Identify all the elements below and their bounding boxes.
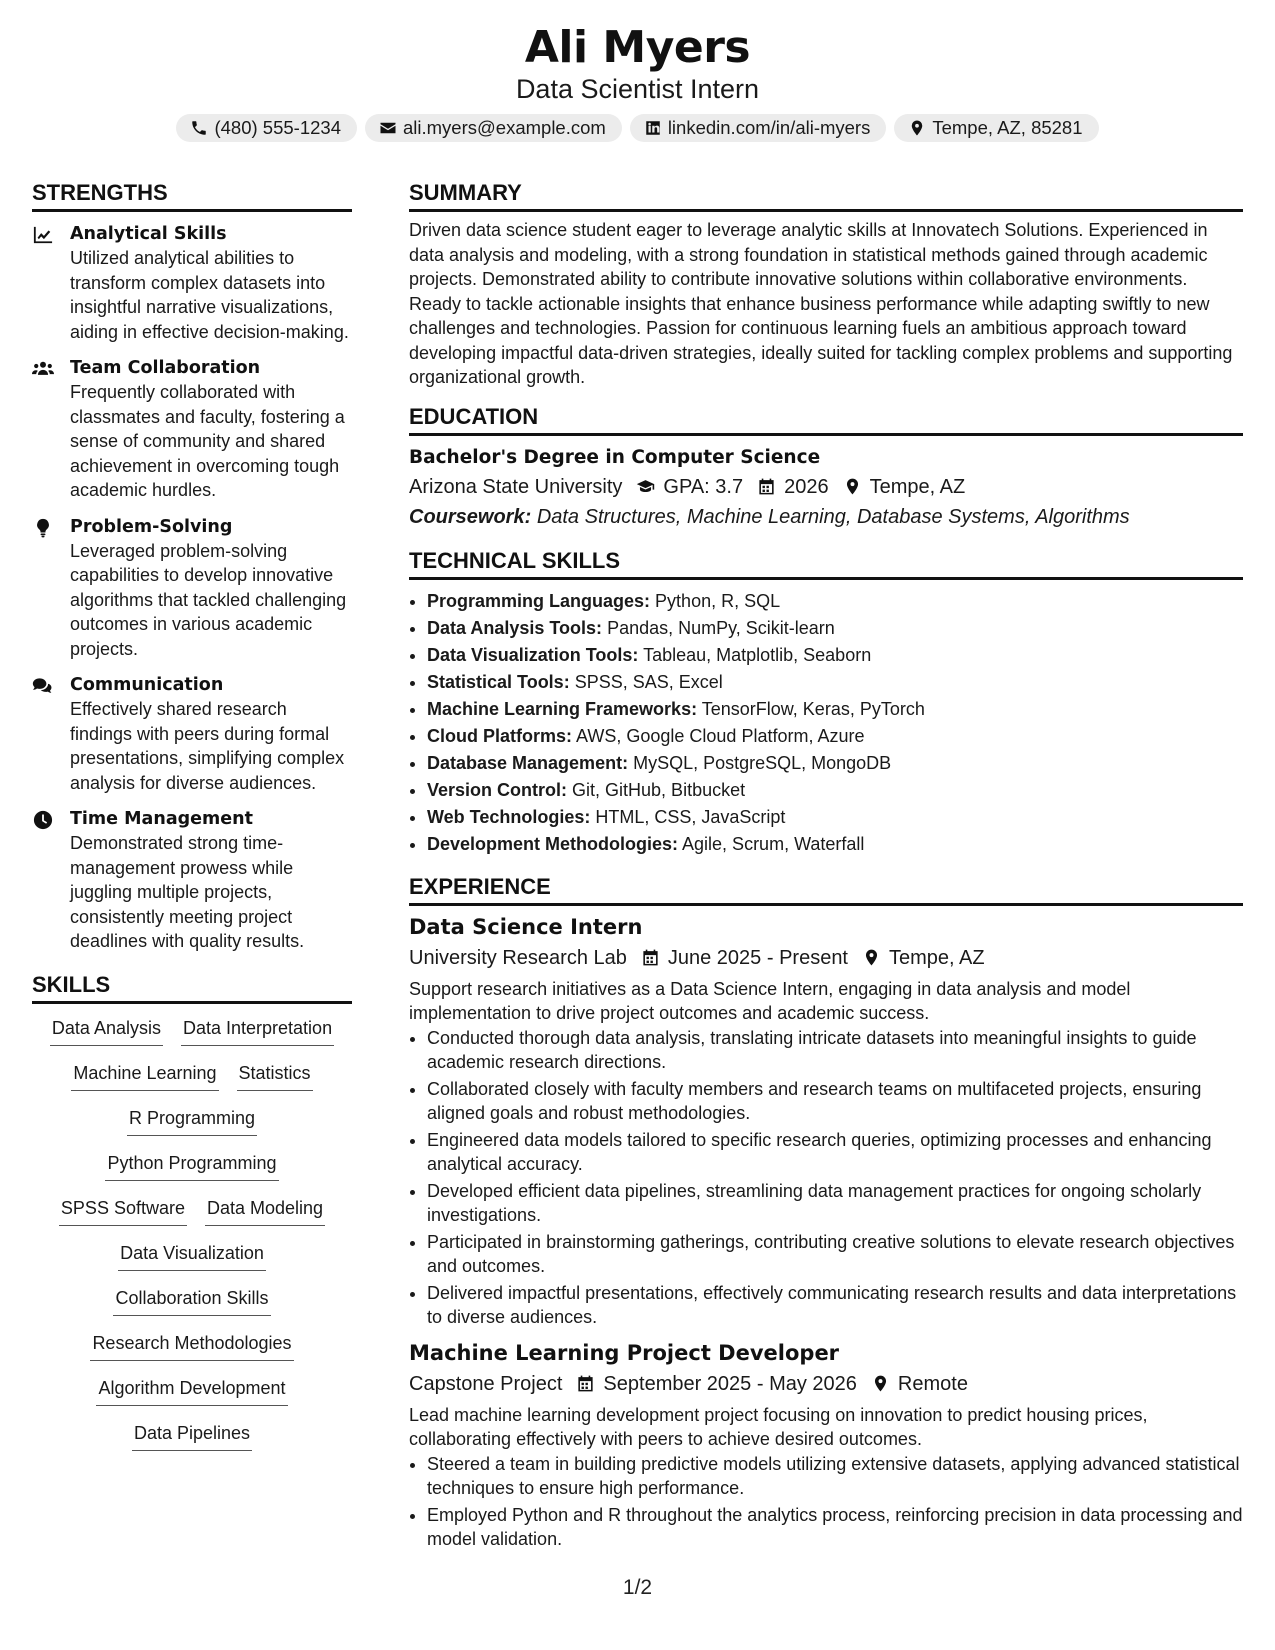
technical-skills-list (409, 588, 1243, 858)
list-item: • Conducted thorough data analysis, translating intricate datasets into meaningful insights to guide academic research directions. (427, 1026, 1243, 1075)
left-column (32, 178, 352, 1466)
location-pin-icon (862, 948, 881, 967)
strength-title: Analytical Skills (70, 224, 227, 244)
job-meta (409, 1369, 1243, 1399)
skill-tag: Python Programming (105, 1151, 278, 1181)
skill-tag: Data Analysis (50, 1016, 163, 1046)
strength-title: Time Management (70, 809, 253, 829)
job-org: Capstone Project (409, 1372, 563, 1395)
summary-heading: SUMMARY (409, 178, 1243, 212)
job-bullets (409, 1026, 1243, 1330)
skill-tag: Data Interpretation (181, 1016, 334, 1046)
location-pin-icon (871, 1374, 890, 1393)
list-item (427, 831, 1243, 858)
calendar-icon (641, 948, 660, 967)
calendar-icon (757, 477, 776, 496)
job-location: Remote (897, 1372, 968, 1395)
skill-label: Web Technologies: (427, 806, 591, 827)
skill-row (32, 1196, 352, 1241)
education-degree: Bachelor's Degree in Computer Science (409, 446, 821, 468)
resume-header (0, 22, 1275, 142)
skill-label: Data Visualization Tools: (427, 644, 639, 665)
list-item: • Employed Python and R throughout the analytics process, reinforcing precision in data processing and model validation. (427, 1503, 1243, 1552)
strength-desc: Demonstrated strong time-management prowess while juggling multiple projects, consistently meeting project deadlines with quality results. (70, 833, 305, 951)
education-meta (409, 472, 1243, 502)
contact-location (894, 114, 1098, 142)
skill-tag: Statistics (237, 1061, 313, 1091)
list-item (427, 642, 1243, 669)
summary-section (409, 178, 1243, 390)
education-heading: EDUCATION (409, 402, 1243, 436)
coursework-text: Data Structures, Machine Learning, Database Systems, Algorithms (536, 505, 1130, 528)
skill-label: Cloud Platforms: (427, 725, 573, 746)
job-title: Data Science Intern (409, 914, 643, 939)
job-summary: Support research initiatives as a Data Science Intern, engaging in data analysis and model implementation to drive project outcomes and academic success. (409, 978, 1131, 1023)
envelope-icon (379, 119, 397, 137)
job-location: Tempe, AZ (889, 946, 985, 969)
skill-value: Python, R, SQL (655, 590, 781, 611)
strength-title: Team Collaboration (70, 358, 261, 378)
skill-row (32, 1286, 352, 1331)
skill-tag: SPSS Software (59, 1196, 187, 1226)
lightbulb-icon (32, 518, 54, 538)
education-year: 2026 (784, 475, 829, 498)
skill-row (32, 1061, 352, 1106)
list-item (427, 804, 1243, 831)
strengths-heading: STRENGTHS (32, 178, 352, 212)
phone-icon (190, 119, 208, 137)
list-item (427, 750, 1243, 777)
list-item (427, 696, 1243, 723)
summary-text: Driven data science student eager to leverage analytic skills at Innovatech Solutions. Experienced in data analysis and modeling, with a strong foundation in statistical methods gained through academic projects. Demonstrated ability to contribute innovative solutions within collaborative environments. Ready to tackle actionable insights that enhance business performance while adapting swiftly to new challenges and technologies. Passion for continuous learning fuels an ambitious approach toward developing impactful data-driven strategies, ideally suited for tackling complex problems and supporting organizational growth. (409, 220, 1233, 387)
strength-item (32, 515, 352, 662)
job-dates: June 2025 - Present (667, 946, 848, 969)
skill-tag: Machine Learning (71, 1061, 218, 1091)
education-school: Arizona State University (409, 475, 623, 498)
skill-row (32, 1241, 352, 1286)
skill-value: MySQL, PostgreSQL, MongoDB (633, 752, 892, 773)
job-entry (409, 912, 1243, 1330)
skill-tag: Research Methodologies (90, 1331, 293, 1361)
strength-item (32, 673, 352, 795)
list-item: • Collaborated closely with faculty members and research teams on multifaceted projects, ensuring aligned goals and robust methodologies. (427, 1077, 1243, 1126)
skill-value: Agile, Scrum, Waterfall (682, 833, 865, 854)
skill-label: Database Management: (427, 752, 629, 773)
skill-label: Machine Learning Frameworks: (427, 698, 698, 719)
list-item: • Developed efficient data pipelines, streamlining data management practices for ongoing scholarly investigations. (427, 1179, 1243, 1228)
skill-value: TensorFlow, Keras, PyTorch (701, 698, 925, 719)
education-gpa: GPA: 3.7 (663, 475, 744, 498)
strength-title: Problem-Solving (70, 516, 233, 537)
job-entry (409, 1338, 1243, 1552)
contact-phone[interactable] (176, 114, 357, 142)
skill-value: AWS, Google Cloud Platform, Azure (576, 725, 865, 746)
job-dates: September 2025 - May 2026 (603, 1372, 857, 1395)
experience-heading: EXPERIENCE (409, 872, 1243, 906)
candidate-name: Ali Myers (524, 22, 751, 73)
contact-email[interactable] (365, 114, 622, 142)
strength-item (32, 807, 352, 954)
list-item: • Delivered impactful presentations, effectively communicating research results and data interpretations to diverse audiences. (427, 1281, 1243, 1330)
education-location: Tempe, AZ (869, 475, 966, 498)
contact-linkedin-text: linkedin.com/in/ali-myers (667, 117, 871, 138)
technical-skills-section (409, 546, 1243, 858)
skill-row (32, 1016, 352, 1061)
candidate-title: Data Scientist Intern (515, 74, 760, 104)
list-item (427, 615, 1243, 642)
list-item: • Engineered data models tailored to specific research queries, optimizing processes and enhancing analytical accuracy. (427, 1128, 1243, 1177)
skill-tag: Data Visualization (118, 1241, 266, 1271)
strength-desc: Effectively shared research findings with peers during formal presentations, simplifying complex analysis for diverse audiences. (70, 699, 345, 793)
skill-value: Git, GitHub, Bitbucket (572, 779, 746, 800)
chart-line-icon (32, 225, 54, 245)
job-summary: Lead machine learning development project focusing on innovation to predict housing prices, collaborating effectively with peers to achieve desired outcomes. (409, 1404, 1148, 1449)
strengths-list (32, 222, 352, 954)
experience-section (409, 872, 1243, 1552)
skill-label: Programming Languages: (427, 590, 651, 611)
strength-desc: Utilized analytical abilities to transform complex datasets into insightful narrative visualizations, aiding in effective decision-making. (70, 248, 349, 342)
coursework-label: Coursework: (409, 505, 532, 528)
comments-icon (32, 676, 54, 696)
contact-linkedin[interactable] (630, 114, 887, 142)
skill-row (32, 1151, 352, 1196)
skills-list (32, 1016, 352, 1466)
contact-email-text: ali.myers@example.com (403, 117, 606, 138)
calendar-icon (576, 1374, 595, 1393)
location-pin-icon (843, 477, 862, 496)
job-org: University Research Lab (409, 946, 627, 969)
job-title: Machine Learning Project Developer (409, 1340, 840, 1365)
list-item: • Steered a team in building predictive models utilizing extensive datasets, applying advanced statistical techniques to ensure high performance. (427, 1452, 1243, 1501)
skill-label: Version Control: (427, 779, 568, 800)
strength-title: Communication (70, 675, 224, 695)
skill-value: Tableau, Matplotlib, Seaborn (643, 644, 872, 665)
skill-value: SPSS, SAS, Excel (574, 671, 723, 692)
list-item (427, 669, 1243, 696)
list-item (427, 723, 1243, 750)
strength-item (32, 222, 352, 344)
job-meta (409, 943, 1243, 973)
skill-tag: Data Modeling (205, 1196, 325, 1226)
skill-value: HTML, CSS, JavaScript (595, 806, 786, 827)
linkedin-icon (644, 119, 662, 137)
technical-skills-heading: TECHNICAL SKILLS (409, 546, 1243, 580)
skill-row (32, 1331, 352, 1376)
skill-row (32, 1421, 352, 1466)
list-item (427, 777, 1243, 804)
contact-bar (0, 114, 1275, 142)
education-section (409, 402, 1243, 532)
list-item: • Participated in brainstorming gatherings, contributing creative solutions to elevate research objectives and outcomes. (427, 1230, 1243, 1279)
skill-tag: Data Pipelines (132, 1421, 252, 1451)
contact-phone-text: (480) 555-1234 (214, 117, 341, 138)
skill-label: Data Analysis Tools: (427, 617, 603, 638)
skill-tag: Algorithm Development (96, 1376, 287, 1406)
skills-heading: SKILLS (32, 970, 352, 1004)
location-pin-icon (908, 119, 926, 137)
skill-row (32, 1106, 352, 1151)
strength-item (32, 356, 352, 503)
right-column (409, 178, 1243, 1554)
education-coursework (409, 502, 1243, 532)
skill-label: Development Methodologies: (427, 833, 679, 854)
clock-icon (32, 810, 54, 830)
page-number: 1/2 (622, 1576, 653, 1599)
skill-label: Statistical Tools: (427, 671, 570, 692)
skill-tag: Collaboration Skills (113, 1286, 270, 1316)
contact-location-text: Tempe, AZ, 85281 (932, 117, 1083, 138)
skill-row (32, 1376, 352, 1421)
graduation-cap-icon (636, 477, 655, 496)
job-bullets (409, 1452, 1243, 1552)
strength-desc: Leveraged problem-solving capabilities to develop innovative algorithms that tackled challenging outcomes in various academic projects. (70, 540, 347, 659)
strength-desc: Frequently collaborated with classmates and faculty, fostering a sense of community and shared achievement in overcoming tough academic hurdles. (70, 382, 345, 500)
skill-tag: R Programming (127, 1106, 257, 1136)
list-item (427, 588, 1243, 615)
users-icon (32, 359, 54, 379)
skill-value: Pandas, NumPy, Scikit-learn (607, 617, 835, 638)
